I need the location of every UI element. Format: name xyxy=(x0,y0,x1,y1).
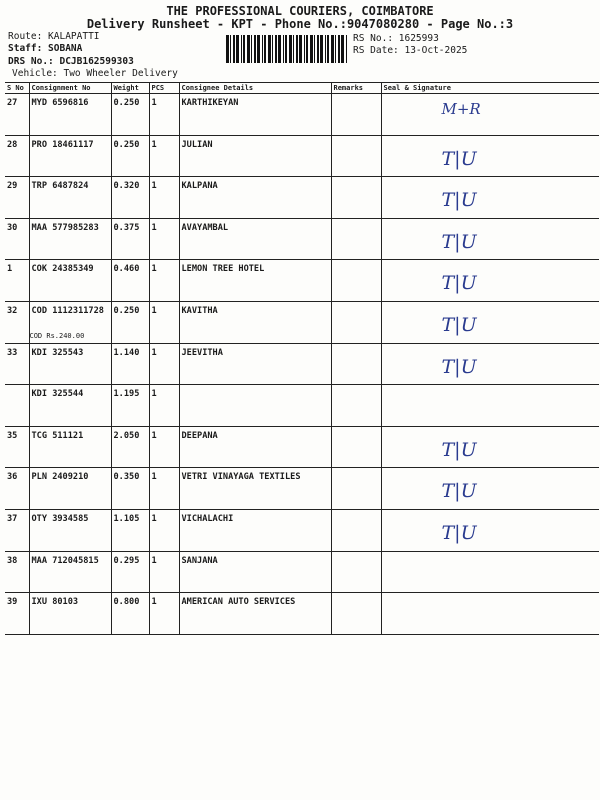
row-remarks xyxy=(331,551,381,593)
handwritten-signature: M+R xyxy=(441,100,481,118)
row-signature xyxy=(381,218,599,260)
row-sno: 29 xyxy=(5,177,29,219)
runsheet-table xyxy=(5,82,600,635)
table-row xyxy=(5,135,599,177)
barcode-bar xyxy=(243,35,245,63)
barcode-bar xyxy=(338,35,340,63)
barcode-bar xyxy=(299,35,302,63)
barcode-bar xyxy=(233,35,235,63)
barcode-bar xyxy=(275,35,277,63)
barcode-bar xyxy=(314,35,315,63)
handwritten-signature: T|U xyxy=(441,521,477,544)
barcode-bar xyxy=(230,35,231,63)
row-pcs: 1 xyxy=(149,135,179,177)
barcode-bar xyxy=(226,35,229,63)
handwritten-signature: T|U xyxy=(441,480,477,503)
row-consignment-no: TRP 6487824 xyxy=(29,177,111,219)
row-consignment-no: IXU 80103 xyxy=(29,593,111,635)
row-remarks xyxy=(331,135,381,177)
table-row xyxy=(5,260,599,302)
row-sno: 38 xyxy=(5,551,29,593)
row-remarks xyxy=(331,385,381,427)
barcode-bar xyxy=(310,35,313,63)
row-consignee: VETRI VINAYAGA TEXTILES xyxy=(179,468,331,510)
row-signature xyxy=(381,551,599,593)
row-consignee: AMERICAN AUTO SERVICES xyxy=(179,593,331,635)
col-weight: Weight xyxy=(111,83,149,94)
row-consignment-no: COD 1112311728 COD Rs.240.00 xyxy=(29,301,111,343)
row-consignment-no: KDI 325544 xyxy=(29,385,111,427)
row-consignment-no: KDI 325543 xyxy=(29,343,111,385)
table-row xyxy=(5,468,599,510)
row-weight: 0.250 xyxy=(111,301,149,343)
row-remarks xyxy=(331,468,381,510)
staff-label: Staff: SOBANA xyxy=(8,43,83,54)
col-sno: S No xyxy=(5,83,29,94)
row-consignee: LEMON TREE HOTEL xyxy=(179,260,331,302)
row-weight: 1.105 xyxy=(111,509,149,551)
row-sno: 39 xyxy=(5,593,29,635)
barcode-bar xyxy=(254,35,256,63)
row-consignee: AVAYAMBAL xyxy=(179,218,331,260)
row-consignment-no: OTY 3934585 xyxy=(29,509,111,551)
row-signature xyxy=(381,260,599,302)
row-weight: 0.460 xyxy=(111,260,149,302)
col-remarks: Remarks xyxy=(331,83,381,94)
row-consignee: DEEPANA xyxy=(179,426,331,468)
row-pcs: 1 xyxy=(149,426,179,468)
barcode-bar xyxy=(317,35,319,63)
row-consignee: KALPANA xyxy=(179,177,331,219)
rs-number: RS No.: 1625993 xyxy=(353,33,439,44)
table-row xyxy=(5,343,599,385)
row-remarks xyxy=(331,218,381,260)
table-row xyxy=(5,593,599,635)
barcode-bar xyxy=(320,35,323,63)
row-weight: 0.320 xyxy=(111,177,149,219)
runsheet-subtitle: Delivery Runsheet - KPT - Phone No.:9047080280 - Page No.:3 xyxy=(86,17,514,31)
barcode-icon xyxy=(226,35,350,63)
barcode-bar xyxy=(268,35,271,63)
row-consignee: JEEVITHA xyxy=(179,343,331,385)
row-weight: 0.375 xyxy=(111,218,149,260)
row-consignment-no: TCG 511121 xyxy=(29,426,111,468)
row-pcs: 1 xyxy=(149,593,179,635)
row-signature xyxy=(381,468,599,510)
row-signature xyxy=(381,94,599,136)
barcode-bar xyxy=(251,35,252,63)
barcode-bar xyxy=(325,35,326,63)
barcode-bar xyxy=(285,35,287,63)
table-row xyxy=(5,551,599,593)
row-sno: 37 xyxy=(5,509,29,551)
row-sno: 33 xyxy=(5,343,29,385)
row-signature xyxy=(381,509,599,551)
row-consignment-no: MYD 6596816 xyxy=(29,94,111,136)
handwritten-signature: T|U xyxy=(441,147,477,170)
row-weight: 2.050 xyxy=(111,426,149,468)
company-title: THE PROFESSIONAL COURIERS, COIMBATORE xyxy=(166,4,434,18)
table-row xyxy=(5,301,599,343)
row-pcs: 1 xyxy=(149,385,179,427)
row-pcs: 1 xyxy=(149,218,179,260)
row-remarks xyxy=(331,426,381,468)
row-sno: 27 xyxy=(5,94,29,136)
row-consignment-no: MAA 577985283 xyxy=(29,218,111,260)
row-signature xyxy=(381,343,599,385)
row-sno: 1 xyxy=(5,260,29,302)
row-consignee: SANJANA xyxy=(179,551,331,593)
row-sno: 30 xyxy=(5,218,29,260)
route-label: Route: KALAPATTI xyxy=(8,31,100,42)
barcode-bar xyxy=(341,35,344,63)
row-signature xyxy=(381,385,599,427)
row-remarks xyxy=(331,177,381,219)
row-consignee xyxy=(179,385,331,427)
barcode-bar xyxy=(283,35,284,63)
barcode-bar xyxy=(306,35,308,63)
handwritten-signature: T|U xyxy=(441,438,477,461)
rs-date: RS Date: 13-Oct-2025 xyxy=(353,45,468,56)
row-weight: 1.195 xyxy=(111,385,149,427)
row-signature xyxy=(381,301,599,343)
row-weight: 1.140 xyxy=(111,343,149,385)
row-pcs: 1 xyxy=(149,551,179,593)
row-remarks xyxy=(331,593,381,635)
row-sno: 28 xyxy=(5,135,29,177)
row-weight: 0.250 xyxy=(111,94,149,136)
row-sno: 36 xyxy=(5,468,29,510)
row-weight: 0.800 xyxy=(111,593,149,635)
handwritten-signature: T|U xyxy=(441,313,477,336)
row-consignment-no: PLN 2409210 xyxy=(29,468,111,510)
barcode-bar xyxy=(293,35,294,63)
row-consignment-no: MAA 712045815 xyxy=(29,551,111,593)
row-remarks xyxy=(331,343,381,385)
row-signature xyxy=(381,426,599,468)
barcode-bar xyxy=(236,35,239,63)
row-signature xyxy=(381,135,599,177)
row-pcs: 1 xyxy=(149,94,179,136)
barcode-bar xyxy=(296,35,298,63)
barcode-bar xyxy=(241,35,242,63)
handwritten-signature: T|U xyxy=(441,355,477,378)
barcode-bar xyxy=(346,35,347,63)
row-signature xyxy=(381,177,599,219)
table-row xyxy=(5,94,599,136)
barcode-bar xyxy=(304,35,305,63)
table-row xyxy=(5,426,599,468)
row-remarks xyxy=(331,301,381,343)
row-remarks xyxy=(331,94,381,136)
barcode-bar xyxy=(278,35,281,63)
barcode-bar xyxy=(289,35,292,63)
barcode-bar xyxy=(257,35,260,63)
row-signature xyxy=(381,593,599,635)
table-row xyxy=(5,218,599,260)
cod-amount: COD Rs.240.00 xyxy=(29,331,85,340)
row-consignment-no: COK 24385349 xyxy=(29,260,111,302)
row-pcs: 1 xyxy=(149,260,179,302)
row-consignment-no: PRO 18461117 xyxy=(29,135,111,177)
row-weight: 0.350 xyxy=(111,468,149,510)
row-consignee: VICHALACHI xyxy=(179,509,331,551)
row-consignee: KARTHIKEYAN xyxy=(179,94,331,136)
col-consignee: Consignee Details xyxy=(179,83,331,94)
row-sno xyxy=(5,385,29,427)
row-remarks xyxy=(331,260,381,302)
row-remarks xyxy=(331,509,381,551)
row-consignee: KAVITHA xyxy=(179,301,331,343)
col-seal: Seal & Signature xyxy=(381,83,599,94)
row-weight: 0.250 xyxy=(111,135,149,177)
vehicle-label: Vehicle: Two Wheeler Delivery xyxy=(12,68,178,79)
row-pcs: 1 xyxy=(149,343,179,385)
barcode-bar xyxy=(272,35,273,63)
row-weight: 0.295 xyxy=(111,551,149,593)
barcode-bar xyxy=(262,35,263,63)
barcode-bar xyxy=(331,35,334,63)
handwritten-signature: T|U xyxy=(441,272,477,295)
row-pcs: 1 xyxy=(149,177,179,219)
row-sno: 35 xyxy=(5,426,29,468)
handwritten-signature: T|U xyxy=(441,189,477,212)
col-consignment: Consignment No xyxy=(29,83,111,94)
barcode-bar xyxy=(247,35,250,63)
table-row xyxy=(5,385,599,427)
barcode-bar xyxy=(264,35,266,63)
handwritten-signature: T|U xyxy=(441,230,477,253)
row-pcs: 1 xyxy=(149,468,179,510)
row-consignee: JULIAN xyxy=(179,135,331,177)
col-pcs: PCS xyxy=(149,83,179,94)
barcode-bar xyxy=(335,35,336,63)
barcode-bar xyxy=(327,35,329,63)
row-sno: 32 xyxy=(5,301,29,343)
row-pcs: 1 xyxy=(149,301,179,343)
drs-number: DRS No.: DCJB162599303 xyxy=(8,56,134,67)
table-row xyxy=(5,177,599,219)
table-header-row xyxy=(5,83,599,94)
row-pcs: 1 xyxy=(149,509,179,551)
table-row xyxy=(5,509,599,551)
